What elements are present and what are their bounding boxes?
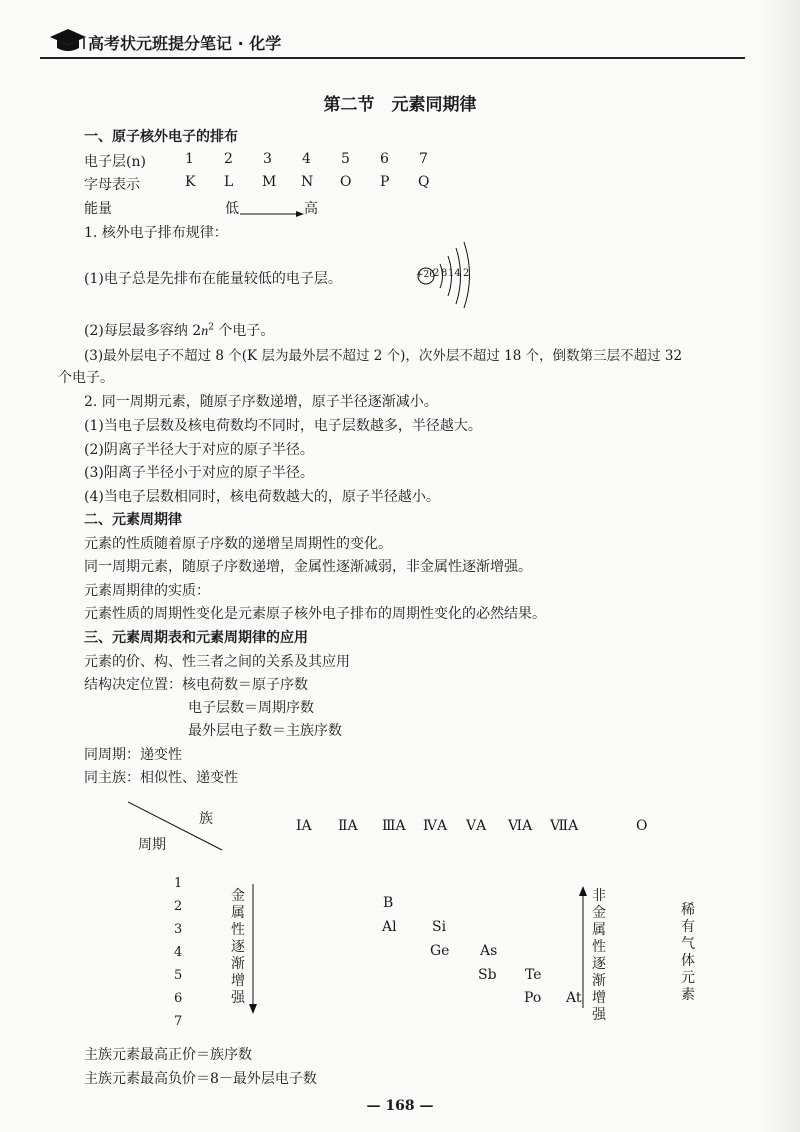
element-ge: Ge — [430, 943, 450, 959]
rule-2-sup: 2 — [208, 322, 214, 333]
period-3: 3 — [174, 922, 183, 937]
radius-rule-1: (1)当电子层数及核电荷数均不同时，电子层数越多，半径越大。 — [84, 418, 482, 434]
rule-3a: (3)最外层电子不超过 8 个(K 层为最外层不超过 2 个)，次外层不超过 18 个，倒数第三层不超过 32 — [84, 348, 683, 364]
radius-title: 2. 同一周期元素，随原子序数递增，原子半径逐渐减小。 — [84, 394, 438, 410]
layer-1: 1 — [185, 151, 194, 167]
page-number: — 168 — — [366, 1098, 434, 1114]
letter-m: M — [262, 174, 277, 190]
metal-trend-arrow — [248, 884, 258, 1014]
part3-heading: 三、元素周期表和元素周期律的应用 — [84, 630, 308, 646]
part3-line-6: 同主族：相似性、递变性 — [84, 770, 238, 786]
atom-nucleus: +26 — [416, 270, 435, 280]
period-1: 1 — [174, 876, 183, 891]
page-edge-shadow — [760, 0, 800, 1132]
rule-2-suffix: 个电子。 — [213, 323, 275, 339]
header-logo — [48, 27, 88, 55]
element-al: Al — [382, 919, 397, 935]
nonmetal-trend-arrow — [578, 886, 588, 1008]
atom-shell-4: 2 — [463, 268, 470, 279]
element-po: Po — [524, 990, 542, 1006]
letter-o: O — [340, 174, 352, 190]
group-o: O — [636, 818, 648, 834]
footer-line-2: 主族元素最高负价＝8－最外层电子数 — [84, 1071, 317, 1087]
energy-arrow — [240, 204, 304, 214]
rule-2: (2)每层最多容纳 $2n^2$ 个电子。 — [84, 322, 275, 339]
rule-3b: 个电子。 — [58, 370, 114, 386]
group-iia: ⅡA — [338, 818, 358, 834]
layer-row-label: 电子层(n) — [84, 154, 146, 170]
element-si: Si — [432, 919, 447, 935]
element-at: At — [566, 990, 582, 1006]
part3-line-1: 元素的价、构、性三者之间的关系及其应用 — [84, 654, 350, 670]
footer-line-1: 主族元素最高正价＝族序数 — [84, 1047, 252, 1063]
part2-line-2: 同一周期元素，随原子序数递增，金属性逐渐减弱，非金属性逐渐增强。 — [84, 559, 532, 575]
group-via: ⅥA — [508, 818, 533, 834]
energy-low: 低 — [225, 201, 239, 217]
atom-shell-3: 14 — [448, 268, 461, 279]
element-b: B — [383, 895, 394, 911]
letter-p: P — [380, 174, 390, 190]
metal-trend-label: 金属性逐渐增强 — [231, 888, 245, 1006]
rule-1: (1)电子总是先排布在能量较低的电子层。 — [84, 271, 342, 287]
group-iiia: ⅢA — [382, 818, 406, 834]
letter-n: N — [301, 174, 314, 190]
header-title: 高考状元班提分笔记 · 化学 — [88, 34, 282, 53]
part1-heading: 一、原子核外电子的排布 — [84, 129, 238, 145]
part3-line-4: 最外层电子数＝主族序数 — [188, 723, 342, 739]
layer-4: 4 — [302, 151, 311, 167]
element-sb: Sb — [478, 967, 497, 983]
section-title: 第二节 元素同期律 — [323, 95, 477, 115]
part2-line-3: 元素周期律的实质： — [84, 583, 210, 599]
atom-shell-1: 2 — [433, 268, 440, 279]
layer-7: 7 — [419, 151, 428, 167]
rule-2-prefix: (2)每层最多容纳 2 — [84, 323, 202, 339]
table-corner-group: 族 — [199, 811, 213, 827]
radius-rule-4: (4)当电子层数相同时，核电荷数越大的，原子半径越小。 — [84, 489, 440, 505]
layer-6: 6 — [380, 151, 389, 167]
period-4: 4 — [174, 945, 183, 960]
group-ia: ⅠA — [296, 818, 312, 834]
nonmetal-trend-label: 非金属性逐渐增强 — [592, 888, 606, 1023]
group-viia: ⅦA — [550, 818, 579, 834]
part2-heading: 二、元素周期律 — [84, 512, 182, 528]
radius-rule-2: (2)阴离子半径大于对应的原子半径。 — [84, 442, 314, 458]
element-te: Te — [525, 967, 542, 983]
radius-rule-3: (3)阳离子半径小于对应的原子半径。 — [84, 465, 314, 481]
part3-line-2: 结构决定位置：核电荷数＝原子序数 — [84, 677, 308, 693]
period-5: 5 — [174, 968, 183, 983]
period-6: 6 — [174, 991, 183, 1006]
letter-l: L — [224, 174, 234, 190]
period-2: 2 — [174, 899, 183, 914]
table-corner-period: 周期 — [138, 837, 166, 853]
atom-shell-2: 8 — [441, 268, 448, 279]
layer-3: 3 — [263, 151, 272, 167]
group-va: ⅤA — [466, 818, 487, 834]
group-iva: ⅣA — [423, 818, 448, 834]
period-7: 7 — [174, 1014, 183, 1029]
part2-line-1: 元素的性质随着原子序数的递增呈周期性的变化。 — [84, 536, 392, 552]
header-rule — [40, 57, 745, 59]
layer-5: 5 — [341, 151, 350, 167]
letter-row-label: 字母表示 — [84, 177, 140, 193]
energy-high: 高 — [304, 201, 318, 217]
letter-k: K — [185, 174, 196, 190]
noble-gas-label: 稀有气体元素 — [681, 902, 695, 1003]
layer-2: 2 — [224, 151, 233, 167]
part3-line-5: 同周期：递变性 — [84, 747, 182, 763]
part3-line-3: 电子层数＝周期序数 — [188, 700, 314, 716]
letter-q: Q — [418, 174, 430, 190]
element-as: As — [480, 943, 498, 959]
energy-row-label: 能量 — [84, 201, 112, 217]
rules-title: 1. 核外电子排布规律： — [84, 225, 228, 241]
part2-line-4: 元素性质的周期性变化是元素原子核外电子排布的周期性变化的必然结果。 — [84, 606, 546, 622]
